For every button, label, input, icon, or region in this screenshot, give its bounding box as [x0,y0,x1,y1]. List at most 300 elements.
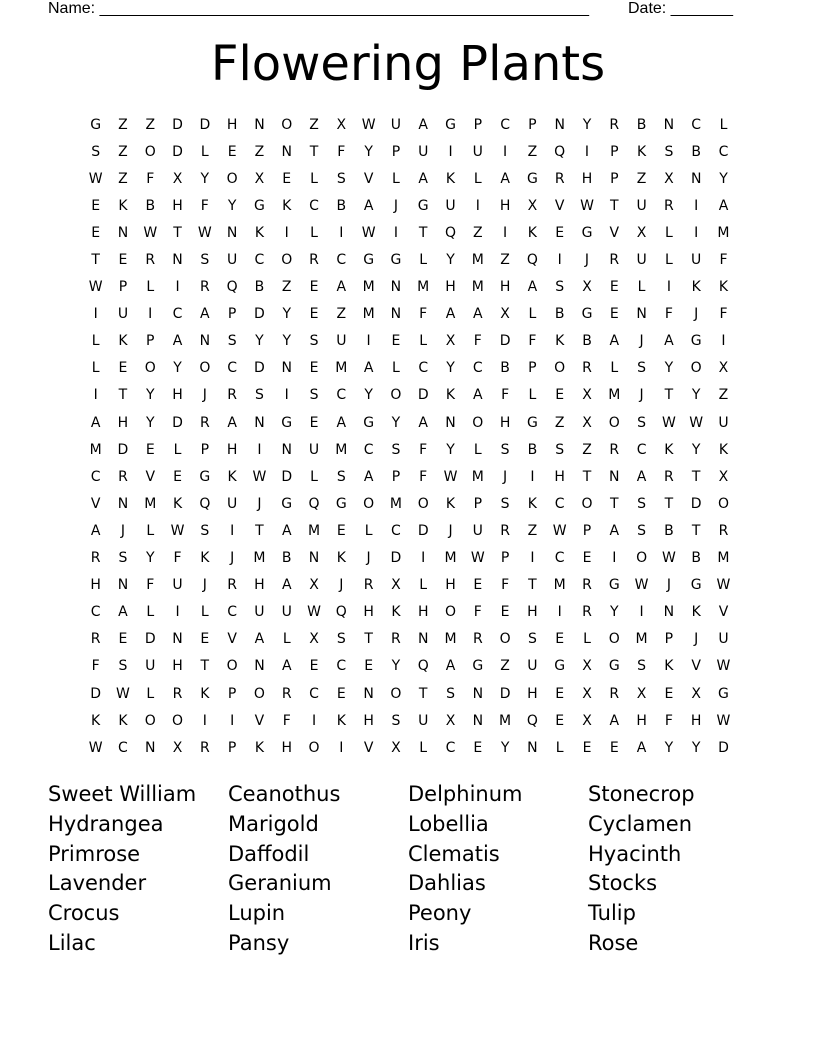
grid-letter: Z [118,170,128,187]
grid-letter: A [281,658,292,675]
grid-letter: U [636,252,647,269]
worksheet-header [48,0,748,20]
grid-letter: Z [281,279,292,296]
grid-letter: M [635,631,648,648]
grid-letter: Z [500,252,510,269]
grid-letter: Q [335,604,347,621]
grid-letter: H [226,441,238,458]
grid-letter: V [363,170,374,187]
grid-letter: X [172,739,183,756]
grid-letter: H [172,658,183,675]
grid-letter: O [472,414,484,431]
grid-letter: F [528,333,537,350]
grid-letter: C [172,306,183,323]
grid-letter: V [554,197,565,214]
grid-letter: W [634,577,649,594]
grid-letter: R [90,631,101,648]
grid-letter: U [636,197,647,214]
grid-letter: C [227,360,238,377]
grid-letter: V [90,495,101,512]
grid-letter: G [526,414,538,431]
grid-letter: M [717,550,730,567]
word-list-item: Crocus [48,901,120,926]
grid-letter: K [172,495,183,512]
grid-letter: P [610,143,619,160]
grid-letter: G [254,197,265,214]
grid-letter: N [690,170,702,187]
grid-letter: E [473,739,483,756]
grid-letter: O [390,685,402,702]
grid-letter: R [90,550,101,567]
grid-letter: H [254,577,265,594]
grid-letter: J [666,577,671,594]
grid-letter: Y [664,739,674,756]
grid-letter: K [200,685,210,702]
grid-letter: Q [444,224,457,241]
grid-letter: E [473,577,483,594]
grid-letter: P [391,468,401,485]
grid-letter: S [527,631,537,648]
grid-letter: B [145,197,156,214]
grid-letter: P [227,306,237,323]
grid-letter: P [227,739,237,756]
grid-letter: N [308,550,320,567]
grid-letter: H [690,712,702,729]
grid-letter: S [555,441,565,458]
grid-letter: T [200,658,210,675]
grid-letter: L [719,116,728,133]
grid-letter: R [500,522,510,539]
grid-letter: I [557,252,562,269]
grid-letter: R [199,414,210,431]
grid-letter: Y [719,170,728,187]
grid-letter: X [309,631,319,648]
grid-letter: W [88,170,103,187]
grid-letter: E [118,631,128,648]
grid-letter: K [718,441,729,458]
grid-letter: I [230,712,235,729]
grid-letter: S [637,495,647,512]
grid-letter: L [146,279,155,296]
grid-letter: Q [199,495,211,512]
grid-letter: K [445,387,456,404]
grid-letter: H [581,170,593,187]
grid-letter: K [636,143,647,160]
grid-letter: X [254,170,265,187]
grid-letter: R [582,360,592,377]
grid-letter: G [608,577,620,594]
grid-letter: A [445,306,456,323]
grid-letter: F [173,550,182,567]
grid-letter: I [503,143,508,160]
grid-letter: I [93,387,98,404]
grid-letter: B [691,143,701,160]
grid-letter: G [445,116,456,133]
grid-letter: L [528,387,537,404]
grid-letter: S [91,143,101,160]
grid-letter: E [309,658,319,675]
grid-letter: Z [636,170,647,187]
grid-letter: Y [200,170,210,187]
grid-letter: U [472,143,483,160]
grid-letter: N [172,631,183,648]
grid-letter: L [610,360,619,377]
grid-letter: Q [417,658,429,675]
grid-letter: T [610,495,619,512]
grid-letter: D [172,116,183,133]
grid-letter: I [284,387,289,404]
grid-letter: J [230,550,235,567]
grid-letter: T [418,685,428,702]
grid-letter: O [199,360,211,377]
grid-letter: G [718,685,729,702]
grid-letter: I [557,604,562,621]
grid-letter: G [417,197,429,214]
grid-letter: E [145,441,155,458]
grid-letter: H [527,604,538,621]
grid-letter: M [444,631,457,648]
word-list-item: Daffodil [228,841,310,866]
grid-letter: G [363,252,375,269]
grid-letter: X [718,360,729,377]
grid-letter: H [117,414,129,431]
grid-letter: K [118,712,128,729]
grid-letter: I [584,143,590,160]
grid-letter: K [254,224,265,241]
grid-letter: K [118,333,128,350]
grid-letter: V [609,224,620,241]
grid-letter: B [500,360,510,377]
grid-letter: Q [526,252,538,269]
grid-letter: U [254,604,265,621]
grid-letter: Y [364,143,373,160]
grid-letter: M [307,522,321,539]
grid-letter: D [90,685,102,702]
grid-letter: I [421,550,426,567]
grid-letter: J [503,468,508,485]
grid-letter: R [391,631,401,648]
grid-letter: Y [446,360,455,377]
grid-letter: O [581,495,593,512]
grid-letter: C [363,441,374,458]
grid-letter: I [257,441,262,458]
grid-letter: J [584,252,590,269]
grid-letter: C [718,143,729,160]
grid-letter: F [501,577,510,594]
grid-letter: D [199,116,211,133]
word-list-item: Hyacinth [588,841,682,866]
word-list-item: Ceanothus [228,782,341,806]
grid-letter: U [418,143,429,160]
grid-letter: Q [554,143,566,160]
grid-letter: I [530,550,535,567]
grid-letter: G [690,577,702,594]
grid-letter: A [336,279,347,296]
grid-letter: H [363,604,374,621]
grid-letter: F [419,468,428,485]
grid-letter: U [308,441,320,458]
grid-letter: J [339,577,344,594]
grid-letter: D [499,685,511,702]
grid-letter: A [90,522,101,539]
grid-letter: I [148,306,153,323]
grid-letter: Z [554,414,565,431]
grid-letter: W [361,116,376,133]
grid-letter: N [554,116,565,133]
grid-letter: Z [254,143,265,160]
grid-letter: A [281,577,292,594]
grid-letter: R [145,252,156,269]
grid-letter: L [364,522,373,539]
grid-letter: P [610,170,619,187]
grid-letter: O [253,685,265,702]
grid-letter: Y [173,360,182,377]
grid-letter: E [173,468,182,485]
grid-letter: H [90,577,101,594]
grid-letter: R [227,577,237,594]
grid-letter: N [117,224,129,241]
grid-letter: C [554,495,565,512]
grid-letter: U [117,306,129,323]
grid-letter: Y [282,306,291,323]
grid-letter: A [473,306,483,323]
grid-letter: D [417,522,429,539]
grid-letter: S [500,441,510,458]
grid-letter: L [473,170,482,187]
grid-letter: H [281,739,292,756]
grid-letter: T [255,522,264,539]
grid-letter: G [581,306,593,323]
grid-letter: R [609,252,620,269]
grid-letter: Y [664,360,674,377]
grid-letter: T [582,468,592,485]
grid-letter: T [418,224,428,241]
grid-letter: V [718,604,729,621]
grid-letter: T [528,577,537,594]
grid-letter: X [582,658,592,675]
grid-letter: A [636,468,647,485]
grid-letter: L [200,604,209,621]
grid-letter: T [610,197,619,214]
grid-letter: W [716,712,731,729]
grid-letter: M [471,279,484,296]
grid-letter: J [120,522,126,539]
grid-letter: S [391,441,401,458]
grid-letter: D [172,414,183,431]
grid-letter: E [200,631,210,648]
grid-letter: V [227,631,237,648]
grid-letter: T [691,468,701,485]
grid-letter: C [118,739,128,756]
grid-letter: O [717,495,729,512]
grid-letter: F [719,306,728,323]
grid-letter: F [146,170,155,187]
word-list-item: Clematis [408,841,500,866]
grid-letter: D [390,550,402,567]
grid-letter: W [361,224,376,241]
grid-letter: M [144,495,157,512]
grid-letter: S [336,170,346,187]
grid-letter: E [609,739,619,756]
grid-letter: S [336,631,346,648]
grid-letter: D [417,387,429,404]
grid-letter: R [172,685,183,702]
grid-letter: K [527,224,537,241]
grid-letter: R [281,685,292,702]
grid-letter: S [309,387,319,404]
grid-letter: A [718,197,729,214]
grid-letter: E [555,712,565,729]
grid-letter: I [721,333,726,350]
grid-letter: K [555,333,565,350]
grid-letter: I [311,712,317,729]
grid-letter: K [282,197,292,214]
grid-letter: A [227,414,237,431]
grid-letter: A [636,739,647,756]
grid-letter: N [663,116,675,133]
grid-letter: Y [391,414,401,431]
grid-letter: H [226,116,238,133]
grid-letter: Y [582,116,592,133]
grid-letter: X [718,468,729,485]
grid-letter: E [664,685,674,702]
grid-letter: A [527,279,538,296]
grid-letter: K [254,739,265,756]
grid-letter: D [117,441,129,458]
grid-letter: L [528,306,537,323]
grid-letter: I [93,306,98,323]
grid-letter: C [472,360,483,377]
grid-letter: W [143,224,158,241]
grid-letter: X [172,170,183,187]
grid-letter: Y [145,550,155,567]
grid-letter: Z [500,658,510,675]
grid-letter: R [609,441,620,458]
grid-letter: N [226,224,238,241]
grid-letter: Y [282,333,291,350]
grid-letter: I [448,143,453,160]
grid-letter: L [473,441,482,458]
grid-letter: B [336,197,347,214]
grid-letter: O [144,712,156,729]
grid-letter: O [444,604,457,621]
grid-letter: X [636,685,647,702]
grid-letter: S [336,468,346,485]
grid-letter: L [419,739,428,756]
grid-letter: R [363,577,374,594]
grid-letter: M [417,279,430,296]
grid-letter: G [554,658,566,675]
grid-letter: E [309,414,319,431]
grid-letter: A [363,468,374,485]
grid-letter: E [555,387,565,404]
grid-letter: C [309,685,319,702]
grid-letter: E [555,685,565,702]
grid-letter: W [689,414,704,431]
grid-letter: L [91,360,100,377]
word-list-item: Dahlias [408,871,486,896]
grid-letter: X [582,685,592,702]
grid-letter: S [637,522,647,539]
grid-letter: H [499,197,511,214]
grid-letter: N [117,495,129,512]
grid-letter: M [499,712,512,729]
grid-letter: R [199,739,210,756]
grid-letter: Y [145,387,155,404]
grid-letter: Y [391,658,401,675]
grid-letter: R [199,279,210,296]
grid-letter: Y [691,387,701,404]
grid-letter: P [664,631,674,648]
grid-letter: H [445,279,456,296]
grid-letter: W [88,739,103,756]
grid-letter: M [335,441,348,458]
grid-letter: M [444,550,457,567]
grid-letter: X [582,712,592,729]
grid-letter: A [664,333,674,350]
grid-letter: C [445,739,456,756]
grid-letter: L [173,441,182,458]
grid-letter: E [309,306,319,323]
word-list-item: Hydrangea [48,811,164,836]
grid-letter: J [366,550,371,567]
grid-letter: A [254,631,265,648]
grid-letter: G [363,414,375,431]
grid-letter: N [663,604,675,621]
grid-letter: P [200,441,210,458]
grid-letter: L [146,522,155,539]
grid-letter: I [475,197,480,214]
grid-letter: W [470,550,485,567]
grid-letter: H [636,712,647,729]
grid-letter: E [555,224,565,241]
grid-letter: O [226,658,238,675]
grid-letter: B [636,116,647,133]
grid-letter: L [637,279,646,296]
grid-letter: O [417,495,429,512]
grid-letter: E [309,279,319,296]
grid-letter: K [391,604,401,621]
grid-letter: A [609,522,620,539]
grid-letter: A [118,604,128,621]
grid-letter: H [554,468,565,485]
grid-letter: R [472,631,483,648]
grid-letter: M [553,577,566,594]
grid-letter: E [227,143,237,160]
grid-letter: C [309,197,319,214]
grid-letter: T [91,252,100,269]
name-field[interactable]: Name: _______________________________________________________ [48,0,589,17]
grid-letter: K [336,550,346,567]
grid-letter: N [363,685,374,702]
grid-letter: W [661,414,676,431]
grid-letter: K [691,604,701,621]
grid-letter: J [448,522,453,539]
grid-letter: A [473,387,483,404]
grid-letter: W [116,685,130,702]
grid-letter: E [336,685,346,702]
date-field[interactable]: Date: _______ [628,0,733,17]
grid-letter: L [310,468,318,485]
word-list-item: Stocks [588,871,658,896]
grid-letter: Z [582,441,592,458]
grid-letter: H [172,197,183,214]
grid-letter: G [335,495,347,512]
word-list-item: Stonecrop [588,782,695,806]
grid-letter: O [608,414,620,431]
grid-letter: P [528,360,537,377]
grid-letter: X [527,197,538,214]
